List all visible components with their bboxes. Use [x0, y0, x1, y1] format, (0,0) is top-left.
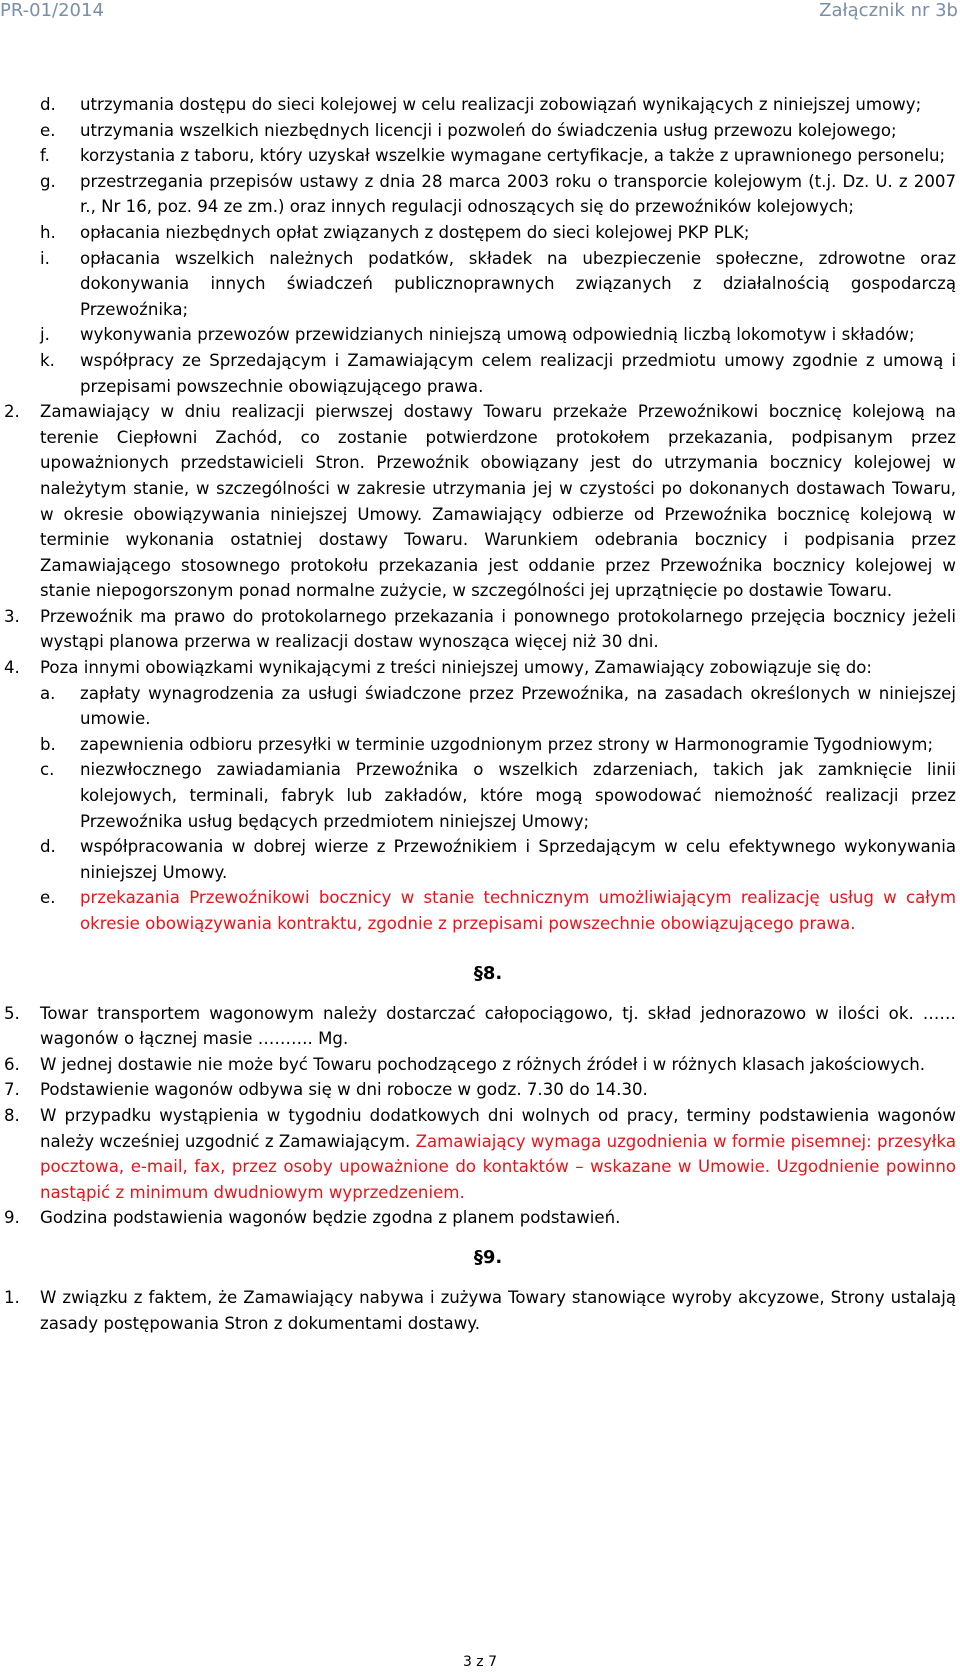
page-header — [0, 0, 960, 26]
item-letter: b. — [40, 734, 56, 754]
list-item-d — [40, 92, 956, 118]
item-text: opłacania niezbędnych opłat związanych z dostępem do sieci kolejowej PKP PLK; — [80, 222, 750, 242]
item-letter: i. — [40, 248, 50, 268]
item-text: współpracy ze Sprzedającym i Zamawiającym celem realizacji przedmiotu umowy zgodnie z umową i przepisami powszechnie obowiązującego prawa. — [80, 350, 956, 396]
paragraph-text — [40, 1103, 956, 1205]
list-item-k — [40, 348, 956, 399]
list-item-h — [40, 220, 956, 246]
item-letter: k. — [40, 350, 55, 370]
paragraph-1-section-9 — [4, 1285, 956, 1336]
item-text: zapłaty wynagrodzenia za usługi świadczone przez Przewoźnika, na zasadach określonych w niniejszej umowie. — [80, 683, 956, 729]
paragraph-number: 9. — [4, 1208, 20, 1228]
document-body — [4, 92, 956, 1336]
section-heading-9: §9. — [473, 1246, 503, 1268]
paragraph-4 — [4, 655, 956, 681]
paragraph-number: 7. — [4, 1080, 20, 1100]
item-letter: e. — [40, 120, 56, 140]
item-letter: g. — [40, 171, 56, 191]
paragraph-text: Przewoźnik ma prawo do protokolarnego przekazania i ponownego protokolarnego przejęcia bocznicy jeżeli wystąpi planowa przerwa w realizacji dostaw wynosząca więcej niż 30 dni. — [40, 606, 956, 652]
item-letter: f. — [40, 146, 50, 166]
list-item-e — [40, 118, 956, 144]
paragraph-text: Zamawiający w dniu realizacji pierwszej dostawy Towaru przekaże Przewoźnikowi bocznicę kolejową na terenie Ciepłowni Zachód, co zostanie potwierdzone protokołem przekazania, podpisanym przez upoważnionych przedstawicieli Stron. Przewoźnik obowiązany jest do utrzymania bocznicy kolejowej w należytym stanie, w szczególności w zakresie utrzymania jej w czystości po dokonanych dostawach Towaru, w okresie obowiązywania niniejszej Umowy. Zamawiający odbierze od Przewoźnika bocznicę kolejową w terminie wykonania ostatniej dostawy Towaru. Warunkiem odebrania bocznicy i podpisania przez Zamawiającego stosownego protokołu przekazania jest oddanie przez Przewoźnika bocznicy kolejowej w stanie niepogorszonym ponad normalne zużycie, w szczególności jej uprzątnięcie po dostawie Towaru. — [40, 402, 956, 601]
paragraph-text: W związku z faktem, że Zamawiający nabywa i zużywa Towary stanowiące wyroby akcyzowe, Strony ustalają zasady postępowania Stron z dokumentami dostawy. — [40, 1287, 956, 1333]
paragraph-text: W jednej dostawie nie może być Towaru pochodzącego z różnych źródeł i w różnych klasach jakościowych. — [40, 1054, 926, 1074]
item-text: zapewnienia odbioru przesyłki w terminie uzgodnionym przez strony w Harmonogramie Tygodniowym; — [80, 734, 934, 754]
section-heading-8: §8. — [473, 962, 503, 984]
document-code: PR-01/2014 — [0, 0, 104, 21]
paragraph-number: 2. — [4, 402, 20, 422]
item-text: utrzymania wszelkich niezbędnych licencji i pozwoleń do świadczenia usług przewozu kolejowego; — [80, 120, 897, 140]
list-item-f — [40, 143, 956, 169]
item-text: współpracowania w dobrej wierze z Przewoźnikiem i Sprzedającym w celu efektywnego wykonywania niniejszej Umowy. — [80, 837, 956, 882]
item-text: niezwłocznego zawiadamiania Przewoźnika o wszelkich zdarzeniach, takich jak zamknięcie linii kolejowych, terminali, fabryk lub zakładów, które mogą spowodować niemożność realizacji przez Przewoźnika usług będących przedmiotem niniejszej Umowy; — [80, 760, 956, 831]
obligation-item-c — [40, 757, 956, 834]
paragraph-5 — [4, 1001, 956, 1052]
obligation-item-b — [40, 732, 956, 758]
paragraph-7 — [4, 1077, 956, 1103]
item-text: przestrzegania przepisów ustawy z dnia 28 marca 2003 roku o transporcie kolejowym (t.j. Dz. U. z 2007 r., Nr 16, poz. 94 ze zm.) oraz innych regulacji odnoszących się do przewoźników kolejowych; — [80, 171, 956, 217]
list-item-j — [40, 322, 956, 348]
paragraph-text-plain: W przypadku wystąpienia w tygodniu dodatkowych dni wolnych od pracy, terminy podstawienia wagonów należy wcześniej uzgodnić z Zamawiającym. — [40, 1105, 956, 1151]
paragraph-9 — [4, 1205, 956, 1231]
item-text: korzystania z taboru, który uzyskał wszelkie wymagane certyfikacje, a także z uprawnionego personelu; — [80, 146, 946, 166]
item-text-highlighted: przekazania Przewoźnikowi bocznicy w stanie technicznym umożliwiającym realizację usług w całym okresie obowiązywania kontraktu, zgodnie z przepisami powszechnie obowiązującego prawa. — [80, 888, 956, 933]
obligation-item-e — [40, 885, 956, 936]
item-letter: j. — [40, 325, 50, 345]
paragraph-text-highlighted: Zamawiający wymaga uzgodnienia w formie pisemnej: przesyłka pocztowa, e-mail, fax, przez osoby upoważnione do kontaktów – wskazane w Umowie. Uzgodnienie powinno nastąpić z minimum dwudniowym wyprzedzeniem. — [40, 1131, 956, 1202]
obligation-item-a — [40, 681, 956, 732]
paragraph-text: Podstawienie wagonów odbywa się w dni robocze w godz. 7.30 do 14.30. — [40, 1080, 648, 1100]
item-letter: h. — [40, 222, 56, 242]
item-letter: a. — [40, 683, 56, 703]
item-letter: d. — [40, 95, 56, 114]
page-number: 3 z 7 — [462, 1654, 498, 1670]
list-item-i — [40, 246, 956, 323]
paragraph-number: 5. — [4, 1003, 20, 1023]
item-letter: e. — [40, 888, 56, 908]
obligation-item-d — [40, 834, 956, 885]
paragraph-text: Poza innymi obowiązkami wynikającymi z treści niniejszej umowy, Zamawiający zobowiązuje się do: — [40, 658, 873, 678]
item-letter: d. — [40, 837, 56, 857]
paragraph-number: 6. — [4, 1054, 20, 1074]
item-letter: c. — [40, 760, 55, 780]
item-text: utrzymania dostępu do sieci kolejowej w celu realizacji zobowiązań wynikających z niniejszej umowy; — [80, 95, 922, 114]
paragraph-text: Godzina podstawienia wagonów będzie zgodna z planem podstawień. — [40, 1208, 621, 1228]
paragraph-number: 8. — [4, 1105, 20, 1125]
paragraph-2 — [4, 399, 956, 604]
item-text: wykonywania przewozów przewidzianych niniejszą umową odpowiednią liczbą lokomotyw i składów; — [80, 325, 915, 345]
paragraph-number: 1. — [4, 1287, 20, 1307]
item-text: opłacania wszelkich należnych podatków, składek na ubezpieczenie społeczne, zdrowotne oraz dokonywania innych świadczeń publicznoprawnych związanych z działalnością gospodarczą Przewoźnika; — [80, 248, 956, 319]
paragraph-number: 3. — [4, 606, 20, 626]
list-item-g — [40, 169, 956, 220]
paragraph-3 — [4, 604, 956, 655]
paragraph-number: 4. — [4, 658, 20, 678]
attachment-label: Załącznik nr 3b — [819, 0, 958, 21]
paragraph-6 — [4, 1052, 956, 1078]
paragraph-8 — [4, 1103, 956, 1205]
paragraph-text: Towar transportem wagonowym należy dostarczać całopociągowo, tj. skład jednorazowo w ilości ok. …… wagonów o łącznej masie ………. Mg. — [40, 1003, 956, 1049]
